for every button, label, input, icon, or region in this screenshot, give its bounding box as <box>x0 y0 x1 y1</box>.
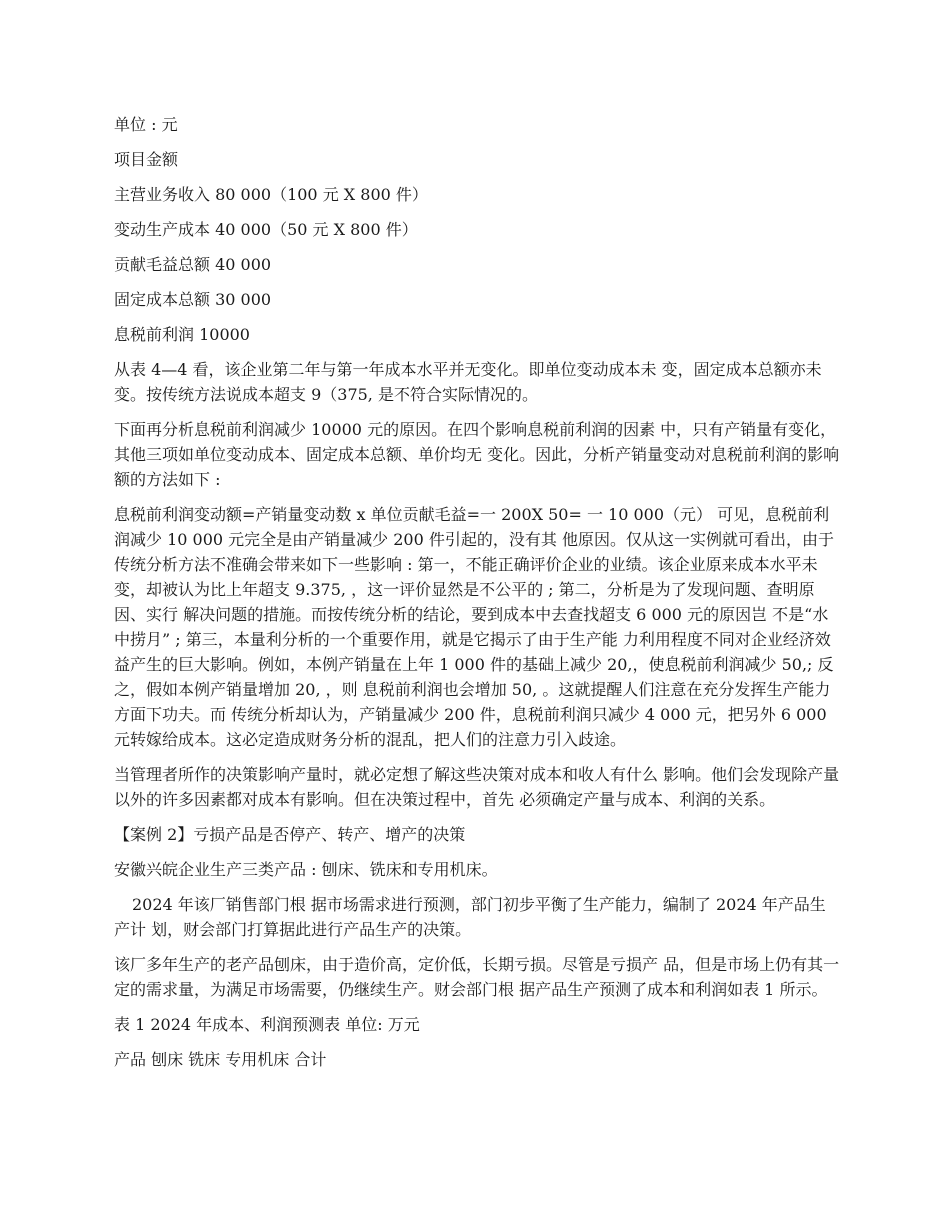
revenue-line: 主营业务收入 80 000（100 元 X 800 件） <box>114 185 428 204</box>
case-heading: 【案例 2】亏损产品是否停产、转产、增产的决策 <box>114 825 466 844</box>
case-paragraph-1: 2024 年该厂销售部门根 据市场需求进行预测，部门初步平衡了生产能力，编制了 2024 年产品生产计 划，财会部门打算据此进行产品生产的决策。 <box>114 895 826 939</box>
table-column-headers: 产品 刨床 铣床 专用机床 合计 <box>114 1050 327 1069</box>
analysis-paragraph-2: 下面再分析息税前利润减少 10000 元的原因。在四个影响息税前利润的因素 中，只有产销量有变化，其他三项如单位变动成本、固定成本总额、单价均无 变化。因此，分析产销量变动对息税前利润的影响额的方法如下 : <box>114 420 840 489</box>
unit-line: 单位 : 元 <box>114 115 178 134</box>
case-paragraph-2: 该厂多年生产的老产品刨床，由于造价高，定价低，长期亏损。尽管是亏损产 品，但是市场上仍有其一定的需求量，为满足市场需要，仍继续生产。财会部门根 据产品生产预测了成本和利润如表 1 所示。 <box>114 955 840 999</box>
variable-cost-line: 变动生产成本 40 000（50 元 X 800 件） <box>114 220 418 239</box>
analysis-paragraph-3: 息税前利润变动额=产销量变动数 x 单位贡献毛益=一 200X 50= 一 10 000（元） 可见，息税前利润减少 10 000 元完全是由产销量减少 200 件引起的，没有其 他原因。仅从这一实例就可看出，由于传统分析方法不准确会带来如下一些影响 : 第一，不能正确评价企业的业绩。该企业原来成本水平未变，却被认为比上年超支 9.375, ，这一评价显然是不公平的 ; 第二，分析是为了发现问题、查明原因、实行 解决问题的措施。而按传统分析的结论，要到成本中去查找超支 6 000 元的原因岂 不是“水中捞月” ; 第三，本量利分析的一个重要作用，就是它揭示了由于生产能 力利用程度不同对企业经济效益产生的巨大影响。例如，本例产销量在上年 1 000 件的基础上减少 20,，使息税前利润减少 50,; 反之，假如本例产销量增加 20, ，则 息税前利润也会增加 50, 。这就提醒人们注意在充分发挥生产能力方面下功夫。而 传统分析却认为，产销量减少 200 件，息税前利润只减少 4 000 元，把另外 6 000 元转嫁给成本。这必定造成财务分析的混乱，把人们的注意力引入歧途。 <box>114 505 834 749</box>
fixed-cost-line: 固定成本总额 30 000 <box>114 290 272 309</box>
case-intro: 安徽兴皖企业生产三类产品 : 刨床、铣床和专用机床。 <box>114 860 498 879</box>
document-body <box>114 112 840 1082</box>
contribution-margin-line: 贡献毛益总额 40 000 <box>114 255 272 274</box>
analysis-paragraph-1: 从表 4—4 看，该企业第二年与第一年成本水平并无变化。即单位变动成本未 变，固定成本总额亦未变。按传统方法说成本超支 9（375, 是不符合实际情况的。 <box>114 360 822 404</box>
ebit-line: 息税前利润 10000 <box>114 325 250 344</box>
table-caption: 表 1 2024 年成本、利润预测表 单位: 万元 <box>114 1015 420 1034</box>
analysis-paragraph-4: 当管理者所作的决策影响产量时，就必定想了解这些决策对成本和收人有什么 影响。他们会发现除产量以外的许多因素都对成本有影响。但在决策过程中，首先 必须确定产量与成本、利润的关系。 <box>114 765 840 809</box>
table-header-line: 项目金额 <box>114 150 179 169</box>
